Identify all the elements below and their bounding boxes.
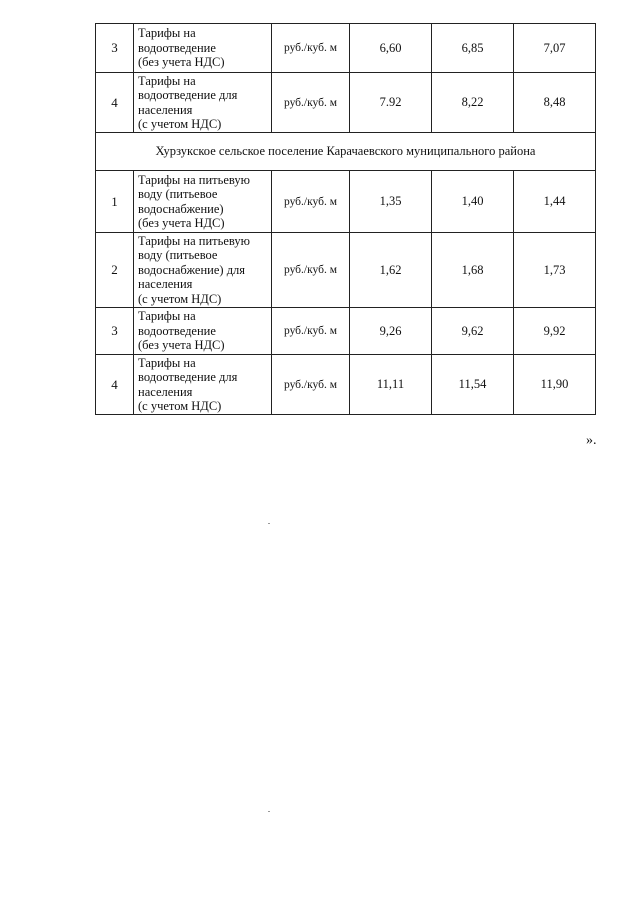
value-cell: 9,92 xyxy=(514,308,596,355)
value-cell: 8,22 xyxy=(432,73,514,133)
tariff-table xyxy=(95,23,596,415)
tariff-name: Тарифы на водоотведение (без учета НДС) xyxy=(134,24,272,73)
value-cell: 11,54 xyxy=(432,355,514,415)
unit-cell: руб./куб. м xyxy=(272,24,350,73)
value-cell: 9,26 xyxy=(350,308,432,355)
section-title: Хурзукское сельское поселение Карачаевского муниципального района xyxy=(96,133,596,171)
section-header-row xyxy=(96,133,596,171)
table-row xyxy=(96,308,596,355)
unit-cell: руб./куб. м xyxy=(272,171,350,233)
value-cell: 1,44 xyxy=(514,171,596,233)
unit-cell: руб./куб. м xyxy=(272,308,350,355)
scan-speck xyxy=(268,811,270,812)
value-cell: 9,62 xyxy=(432,308,514,355)
row-number: 4 xyxy=(96,73,134,133)
table-row xyxy=(96,171,596,233)
table-row xyxy=(96,233,596,308)
value-cell: 7.92 xyxy=(350,73,432,133)
closing-quote-mark: ». xyxy=(586,433,597,448)
row-number: 3 xyxy=(96,308,134,355)
value-cell: 1,40 xyxy=(432,171,514,233)
value-cell: 11,90 xyxy=(514,355,596,415)
value-cell: 1,68 xyxy=(432,233,514,308)
row-number: 4 xyxy=(96,355,134,415)
value-cell: 6,60 xyxy=(350,24,432,73)
value-cell: 8,48 xyxy=(514,73,596,133)
tariff-name: Тарифы на водоотведение (без учета НДС) xyxy=(134,308,272,355)
value-cell: 1,62 xyxy=(350,233,432,308)
tariff-name: Тарифы на питьевую воду (питьевое водоснабжение) (без учета НДС) xyxy=(134,171,272,233)
unit-cell: руб./куб. м xyxy=(272,233,350,308)
table-row xyxy=(96,24,596,73)
table-row xyxy=(96,73,596,133)
tariff-name: Тарифы на питьевую воду (питьевое водоснабжение) для населения (с учетом НДС) xyxy=(134,233,272,308)
tariff-name: Тарифы на водоотведение для населения (с учетом НДС) xyxy=(134,355,272,415)
unit-cell: руб./куб. м xyxy=(272,355,350,415)
table-row xyxy=(96,355,596,415)
value-cell: 7,07 xyxy=(514,24,596,73)
row-number: 2 xyxy=(96,233,134,308)
value-cell: 1,73 xyxy=(514,233,596,308)
scan-speck xyxy=(268,523,270,524)
row-number: 1 xyxy=(96,171,134,233)
value-cell: 6,85 xyxy=(432,24,514,73)
value-cell: 11,11 xyxy=(350,355,432,415)
row-number: 3 xyxy=(96,24,134,73)
unit-cell: руб./куб. м xyxy=(272,73,350,133)
value-cell: 1,35 xyxy=(350,171,432,233)
tariff-name: Тарифы на водоотведение для населения (с учетом НДС) xyxy=(134,73,272,133)
